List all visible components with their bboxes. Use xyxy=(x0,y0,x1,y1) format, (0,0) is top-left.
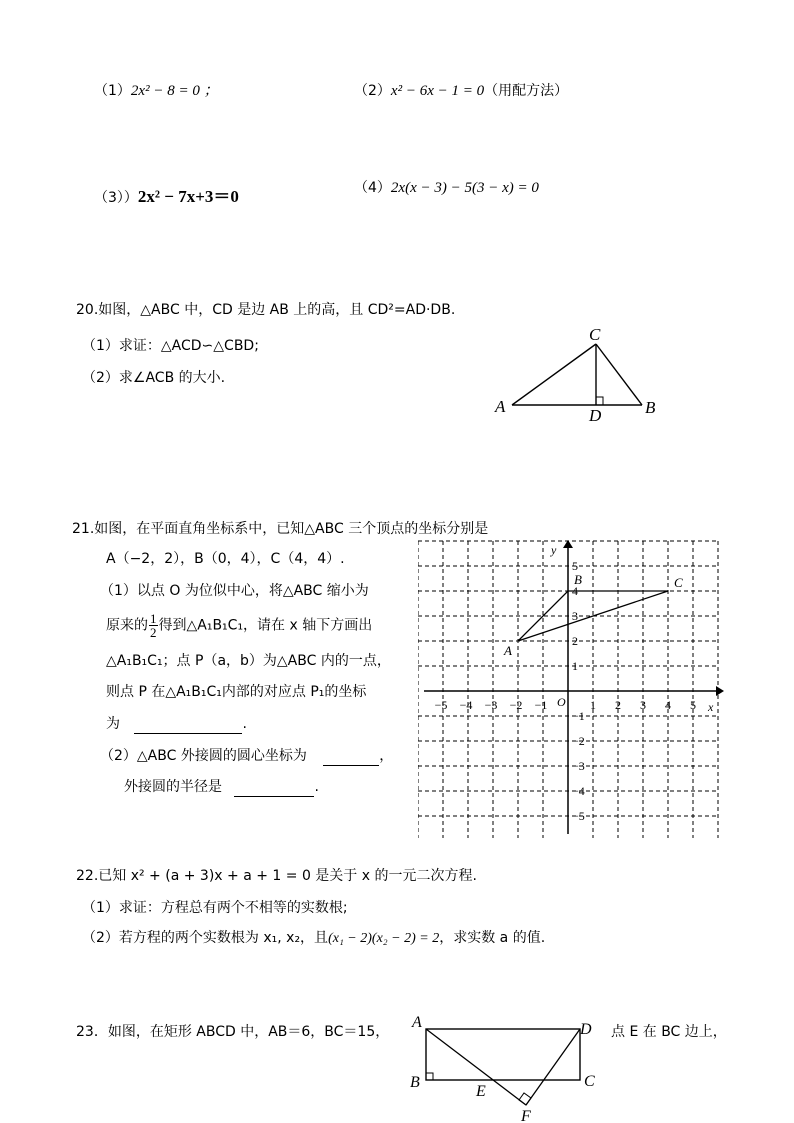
q23-label-a: A xyxy=(412,1014,422,1031)
q21-fraction-denominator: 2 xyxy=(150,625,157,640)
x-axis-label: x xyxy=(708,700,714,714)
y-tick-label: 5 xyxy=(572,559,578,573)
x-tick-label: −1 xyxy=(534,698,548,712)
q23-label-c: C xyxy=(584,1073,595,1090)
q20-part1: （1）求证：△ACD∽△CBD; xyxy=(82,338,259,354)
q21-period-1: . xyxy=(242,716,247,732)
q20-side-ac xyxy=(512,344,596,405)
q21-part1-line4: 则点 P 在△A₁B₁C₁内部的对应点 P₁的坐标 xyxy=(106,684,367,700)
point-label-b: B xyxy=(574,572,582,587)
q21-answer-blank-p1[interactable] xyxy=(134,719,242,734)
origin-label: O xyxy=(557,695,566,709)
q21-answer-blank-radius[interactable] xyxy=(234,782,314,797)
q19-part1 xyxy=(94,82,219,101)
y-tick-label: 1 xyxy=(572,659,578,673)
y-axis-arrow-icon xyxy=(563,540,573,548)
q23-label-d: D xyxy=(580,1021,592,1038)
y-tick-label: 4 xyxy=(572,584,578,598)
q23-right-angle-mark-f xyxy=(519,1093,531,1105)
q19-part3-label: （3）） xyxy=(94,190,138,206)
q19-part4-equation: 2x(x − 3) − 5(3 − x) = 0 xyxy=(390,180,539,196)
q21-part2-line1 xyxy=(100,748,393,766)
q20-triangle-figure xyxy=(490,322,670,426)
x-tick-label: 4 xyxy=(665,698,671,712)
q23-rectangle-abcd xyxy=(426,1029,580,1080)
q23-stem-post: 点 E 在 BC 边上， xyxy=(611,1024,727,1040)
y-tick-label: −2 xyxy=(572,734,585,748)
q20-label-b: B xyxy=(645,398,656,417)
q20-label-c: C xyxy=(589,325,601,344)
q21-comma: ， xyxy=(379,748,394,764)
y-tick-label: 3 xyxy=(572,609,578,623)
x-tick-label: −3 xyxy=(484,698,498,712)
x-tick-label: 5 xyxy=(690,698,696,712)
q22-part1: （1）求证：方程总有两个不相等的实数根; xyxy=(82,900,348,916)
q21-fraction-numerator: 1 xyxy=(150,611,157,626)
x-tick-label: −4 xyxy=(459,698,473,712)
q22-part2-post: ，求实数 a 的值. xyxy=(439,930,546,946)
q21-part2-line2 xyxy=(124,779,319,797)
q22-part2-equation: (x₁ − 2)(x₂ − 2) = 2 xyxy=(328,931,440,946)
q23-label-f: F xyxy=(521,1108,531,1123)
q21-part1-line5 xyxy=(106,716,247,734)
point-label-c: C xyxy=(674,575,683,590)
q20-side-bc xyxy=(596,344,642,405)
x-axis-arrow-icon xyxy=(716,686,724,696)
y-tick-label: −4 xyxy=(572,784,585,798)
y-tick-label: −5 xyxy=(572,809,585,823)
q23-label-b: B xyxy=(410,1074,420,1091)
q20-stem: 20.如图，△ABC 中，CD 是边 AB 上的高，且 CD²=AD·DB. xyxy=(76,302,456,318)
q20-label-d: D xyxy=(589,406,602,425)
q21-part1-line2 xyxy=(106,612,372,639)
q21-fraction-one-half xyxy=(149,612,158,639)
q21-part1-line2-pre: 原来的 xyxy=(106,617,148,634)
q19-part2-label: （2） xyxy=(354,83,391,99)
q21-part1-line3: △A₁B₁C₁；点 P（a，b）为△ABC 内的一点， xyxy=(106,653,391,669)
q19-part4 xyxy=(354,179,539,198)
x-tick-label: 3 xyxy=(640,698,646,712)
q20-part2: （2）求∠ACB 的大小. xyxy=(82,370,226,386)
q19-part4-label: （4） xyxy=(354,180,391,196)
y-axis-label: y xyxy=(551,543,557,557)
q21-part2-line1-text: （2）△ABC 外接圆的圆心坐标为 xyxy=(100,748,307,764)
q21-part1-line1: （1）以点 O 为位似中心，将△ABC 缩小为 xyxy=(100,583,369,599)
q23-segment-df xyxy=(526,1029,580,1105)
y-tick-label: −1 xyxy=(572,709,585,723)
q19-part2 xyxy=(354,82,568,101)
q21-coordinate-grid xyxy=(418,538,728,838)
q21-part2-line2-text: 外接圆的半径是 xyxy=(124,779,222,795)
q21-answer-blank-center[interactable] xyxy=(323,751,379,766)
x-tick-label: −2 xyxy=(509,698,523,712)
q23-label-e: E xyxy=(476,1083,486,1100)
q23-right-angle-mark-b xyxy=(426,1073,433,1080)
y-tick-label: −3 xyxy=(572,759,585,773)
q19-part2-note: （用配方法） xyxy=(484,83,569,99)
point-label-a: A xyxy=(504,643,512,658)
q19-part1-equation: 2x² − 8 = 0 ； xyxy=(130,83,219,99)
q20-right-angle-mark xyxy=(596,397,603,405)
q21-stem: 21.如图，在平面直角坐标系中，已知△ABC 三个顶点的坐标分别是 xyxy=(72,521,489,537)
q21-coordinates: A（−2，2），B（0，4），C（4，4）. xyxy=(106,551,345,567)
q19-part1-label: （1） xyxy=(94,83,131,99)
q21-period-2: . xyxy=(314,779,319,795)
q22-stem: 22.已知 x² + (a + 3)x + a + 1 = 0 是关于 x 的一元二次方程. xyxy=(76,868,477,884)
x-tick-label: −5 xyxy=(434,698,448,712)
q21-part1-line5-text: 为 xyxy=(106,716,120,732)
q22-part2 xyxy=(82,930,545,948)
q20-label-a: A xyxy=(495,397,506,416)
q23-rectangle-figure xyxy=(400,1010,610,1123)
q21-part1-line2-post: 得到△A₁B₁C₁，请在 x 轴下方画出 xyxy=(158,617,373,634)
y-tick-label: 2 xyxy=(572,634,578,648)
x-tick-label: 2 xyxy=(615,698,621,712)
q22-part2-pre: （2）若方程的两个实数根为 x₁, x₂，且 xyxy=(82,930,329,946)
q19-part2-equation: x² − 6x − 1 = 0 xyxy=(390,83,485,99)
q23-stem-pre: 23．如图，在矩形 ABCD 中，AB＝6，BC＝15， xyxy=(76,1024,390,1040)
q19-part3 xyxy=(94,186,239,208)
x-tick-label: 1 xyxy=(590,698,596,712)
q19-part3-equation: 2x² − 7x+3＝0 xyxy=(137,187,239,206)
